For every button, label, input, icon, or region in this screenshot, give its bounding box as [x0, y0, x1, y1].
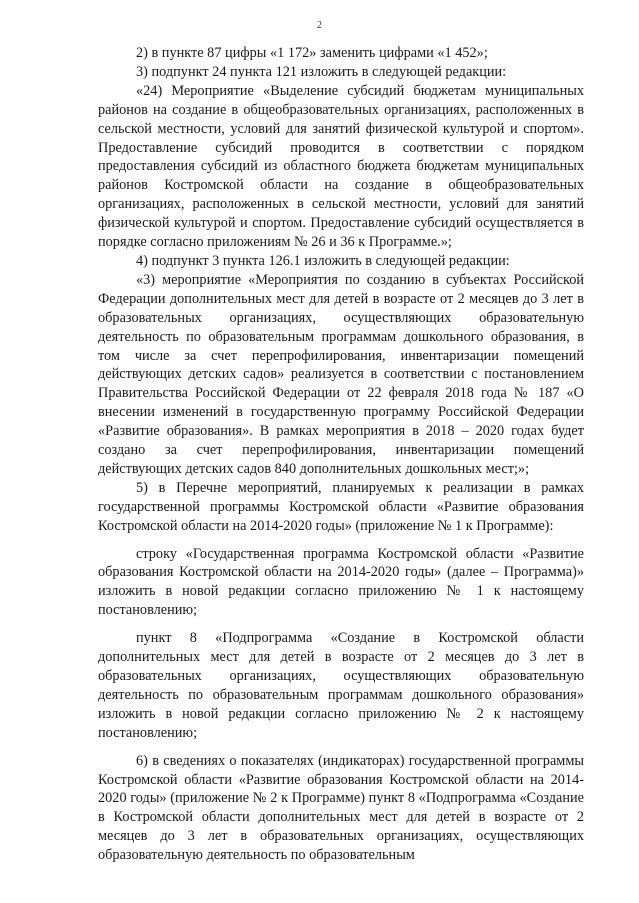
- paragraph-item-2: 2) в пункте 87 цифры «1 172» заменить цифрами «1 452»;: [136, 45, 488, 61]
- page-number: 2: [317, 20, 322, 31]
- paragraph-point-8: пункт 8 «Подпрограмма «Создание в Костромской области дополнительных мест для детей в возрасте от 2 месяцев до 3 лет в образовательных организациях, осуществляющих образовательную деятельность по образовательным программам дошкольного образования» изложить в новой редакции согласно приложению № 2 к настоящему постановлению;: [98, 630, 584, 741]
- paragraph-item-6: 6) в сведениях о показателях (индикаторах) государственной программы Костромской области «Развитие образования Костромской области на 2014-2020 годы» (приложение № 2 к Программе) пункт 8 «Подпрограмма «Создание в Костромской области дополнительных мест для детей в возрасте от 2 месяцев до 3 лет в образовательных организациях, осуществляющих образовательную деятельность по образовательным: [98, 752, 584, 864]
- paragraph-item-5: 5) в Перечне мероприятий, планируемых к реализации в рамках государственной программы Костромской области «Развитие образования Костромской области на 2014-2020 годы» (приложение № 1 к Программе):: [98, 479, 584, 534]
- paragraph-item-4: 4) подпункт 3 пункта 126.1 изложить в следующей редакции:: [136, 252, 510, 269]
- paragraph-subitem-3: «3) мероприятие «Мероприятия по созданию в субъектах Российской Федерации дополнительных мест для детей в возрасте от 2 месяцев до 3 лет в образовательных организациях, осуществляющих образовательную деятельность по образовательным программам дошкольного образования, в том числе за счет перепрофилирования, инвентаризации помещений действующих детских садов» реализуется в соответствии с постановлением Правительства Российской Федерации от 22 февраля 2018 года № 187 «О внесении изменений в государственную программу Российской Федерации «Развитие образования». В рамках мероприятия в 2018 – 2020 годах будет создано за счет перепрофилирования, инвентаризации помещений действующих детских садов 840 дополнительных дошкольных мест;»;: [98, 271, 584, 477]
- paragraph-subitem-24: «24) Мероприятие «Выделение субсидий бюджетам муниципальных районов на создание в общеобразовательных организациях, расположенных в сельской местности, условий для занятий физической культурой и спортом». Предоставление субсидий проводится в соответствии с порядком предоставления субсидий из областного бюджета бюджетам муниципальных районов Костромской области на создание в общеобразовательных организациях, расположенных в сельской местности, условий для занятий физической культурой и спортом. Предоставление субсидий осуществляется в порядке согласно приложениям № 26 и 36 к Программе.»;: [98, 82, 584, 251]
- paragraph-row-program: строку «Государственная программа Костромской области «Развитие образования Костромской области на 2014-2020 годы» (далее – Программа)» изложить в новой редакции согласно приложению № 1 к настоящему постановлению;: [98, 545, 584, 619]
- document-body: [98, 44, 584, 865]
- paragraph-item-3: 3) подпункт 24 пункта 121 изложить в следующей редакции:: [136, 63, 507, 80]
